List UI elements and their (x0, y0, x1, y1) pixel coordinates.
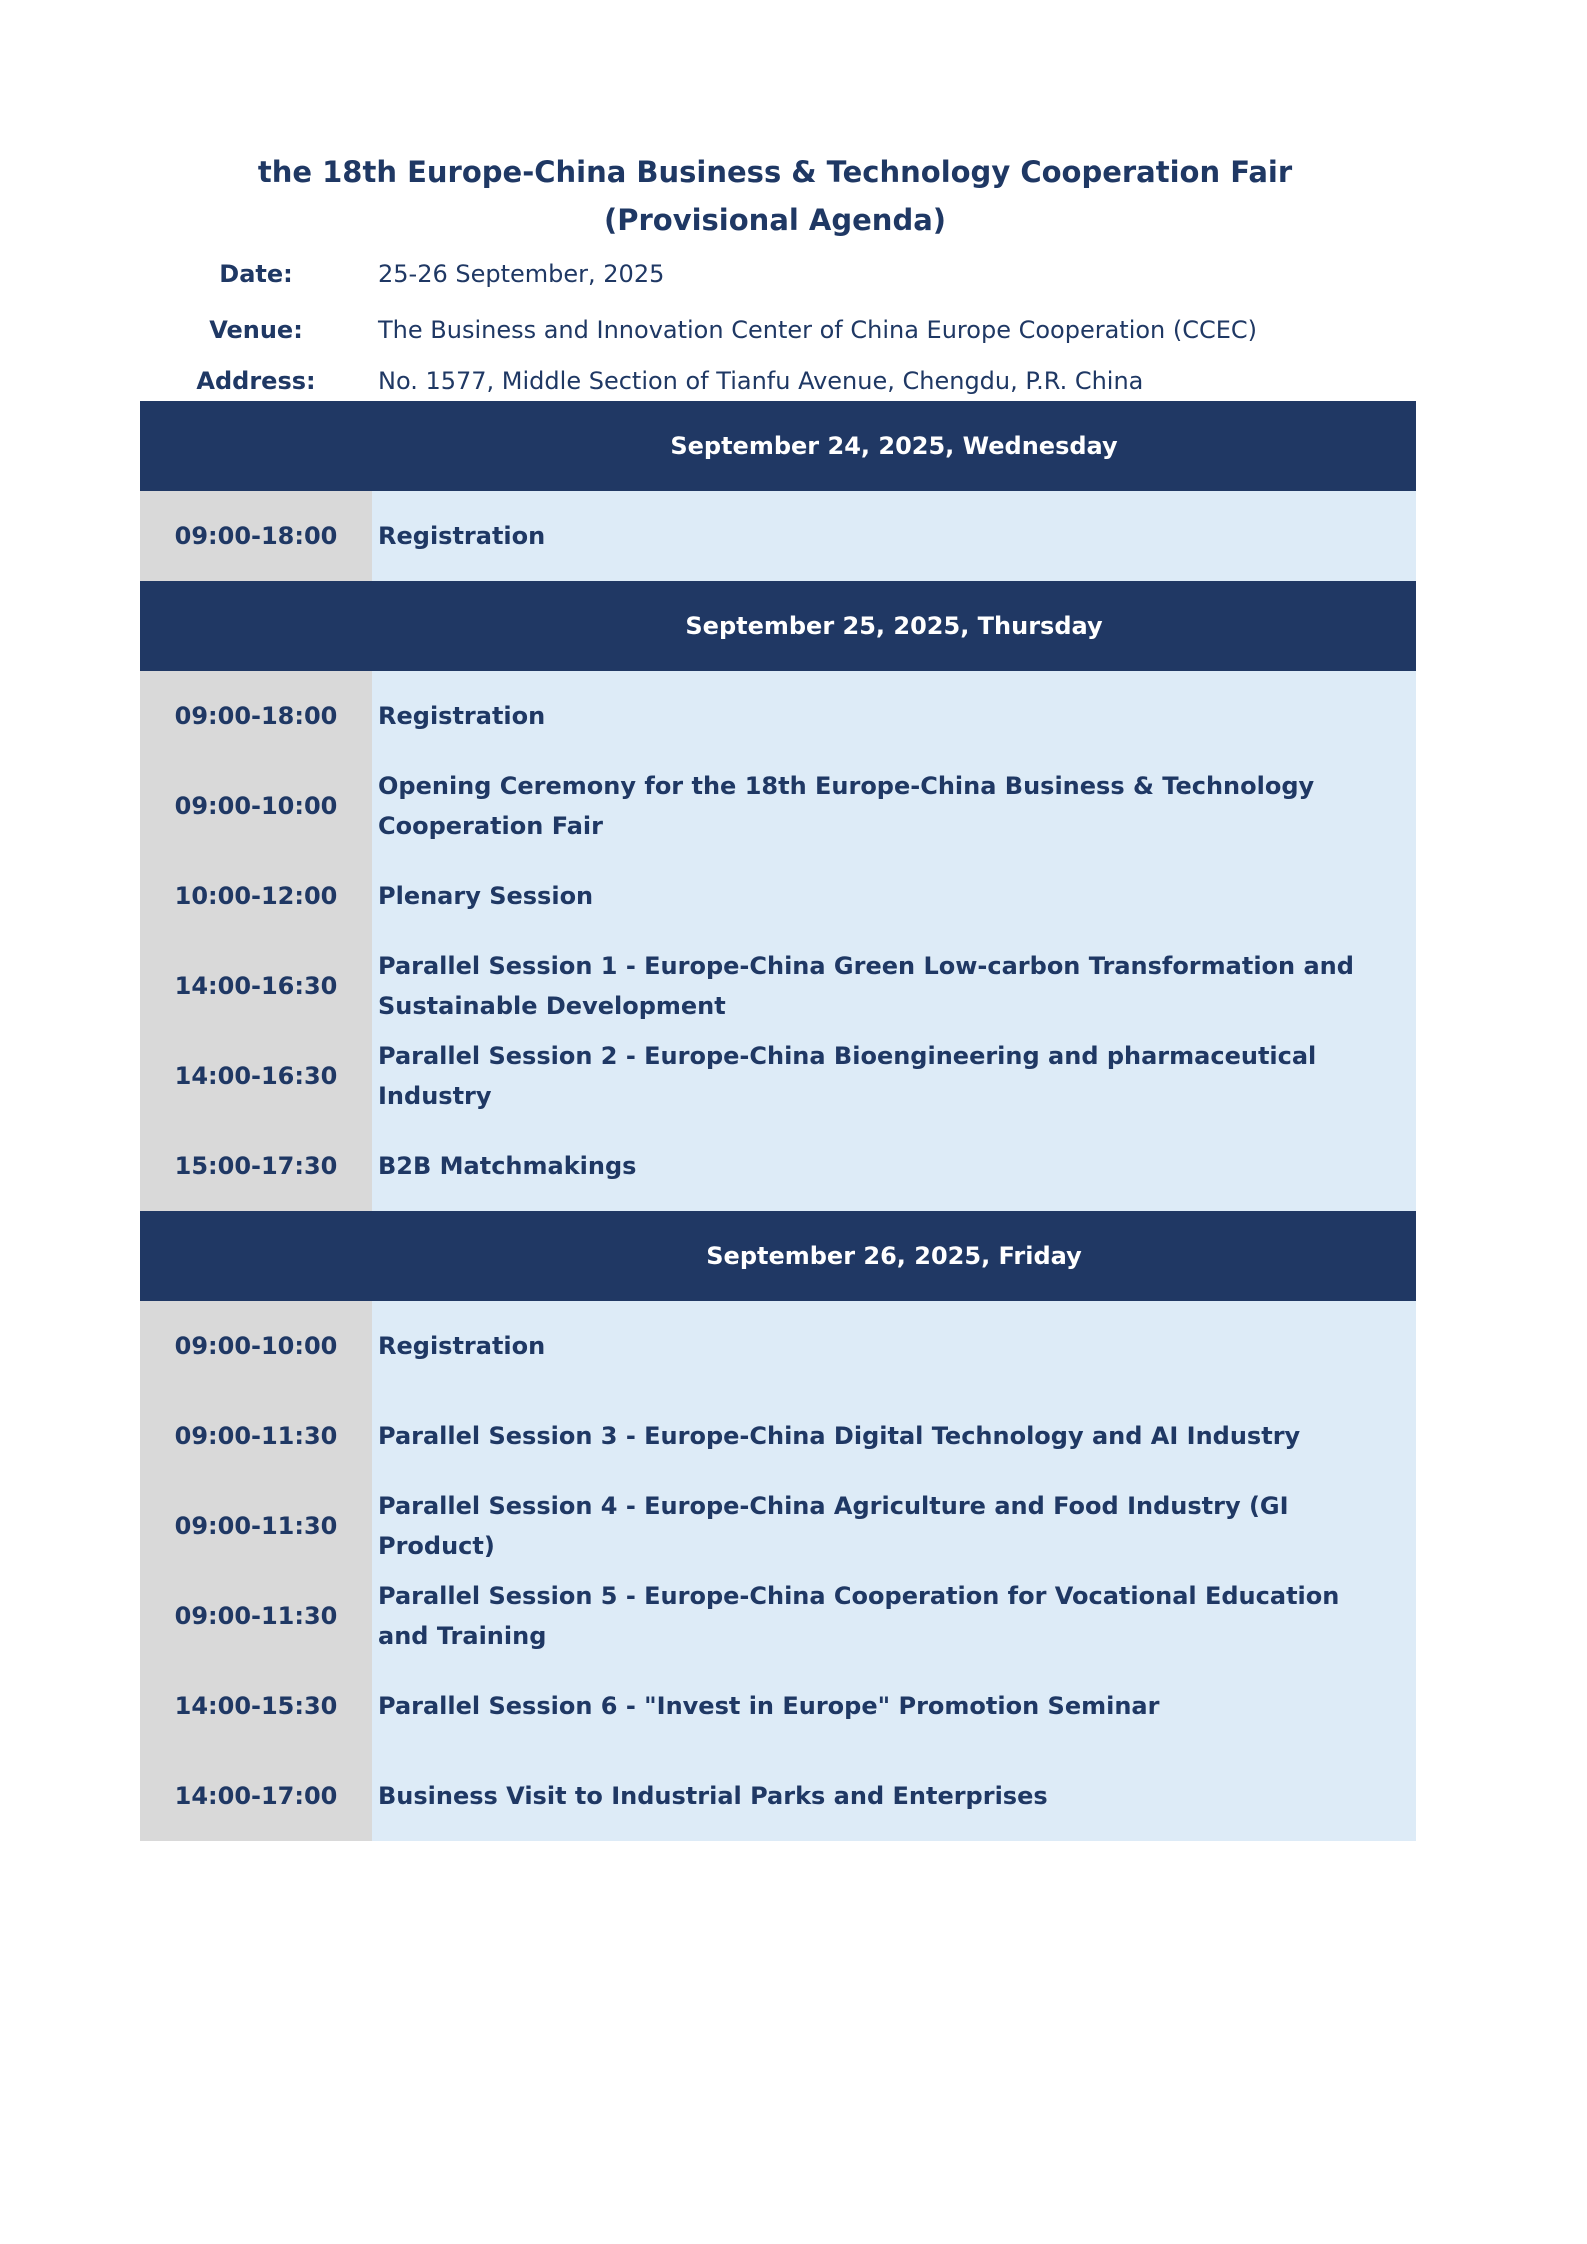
session-title: Registration (372, 1301, 1416, 1391)
session-title: Registration (372, 491, 1416, 581)
day-header (140, 401, 1416, 491)
session-title: Plenary Session (372, 851, 1416, 941)
session-row (140, 1571, 1416, 1661)
session-row (140, 851, 1416, 941)
session-time: 14:00-15:30 (140, 1661, 372, 1751)
session-title: Parallel Session 5 - Europe-China Cooperation for Vocational Education and Training (372, 1571, 1416, 1661)
session-time: 09:00-10:00 (140, 1301, 372, 1391)
session-title: Opening Ceremony for the 18th Europe-China Business & Technology Cooperation Fair (372, 761, 1416, 851)
session-row (140, 1121, 1416, 1211)
session-row (140, 1031, 1416, 1121)
day-header (140, 581, 1416, 671)
address-label: Address: (196, 367, 316, 395)
session-time: 09:00-10:00 (140, 761, 372, 851)
session-time: 09:00-18:00 (140, 671, 372, 761)
session-time: 09:00-11:30 (140, 1481, 372, 1571)
page-subtitle: (Provisional Agenda) (603, 203, 947, 237)
session-title: Parallel Session 4 - Europe-China Agriculture and Food Industry (GI Product) (372, 1481, 1416, 1571)
address-row (140, 359, 1420, 403)
day-label: September 24, 2025, Wednesday (670, 432, 1118, 460)
session-time: 14:00-16:30 (140, 1031, 372, 1121)
session-row (140, 1391, 1416, 1481)
venue-row (140, 308, 1420, 352)
session-title: Parallel Session 1 - Europe-China Green Low-carbon Transformation and Sustainable Development (372, 941, 1416, 1031)
session-title: Business Visit to Industrial Parks and Enterprises (372, 1751, 1416, 1841)
day-label: September 25, 2025, Thursday (685, 612, 1103, 640)
venue-label: Venue: (209, 316, 303, 344)
date-label: Date: (219, 260, 293, 288)
session-title: Registration (372, 671, 1416, 761)
session-time: 09:00-11:30 (140, 1571, 372, 1661)
agenda-table (140, 401, 1416, 1841)
day-label: September 26, 2025, Friday (706, 1242, 1082, 1270)
session-time: 14:00-17:00 (140, 1751, 372, 1841)
session-time: 09:00-18:00 (140, 491, 372, 581)
session-row (140, 941, 1416, 1031)
session-row (140, 671, 1416, 761)
session-row (140, 1481, 1416, 1571)
date-row (140, 252, 1420, 296)
session-time: 14:00-16:30 (140, 941, 372, 1031)
session-title: B2B Matchmakings (372, 1121, 1416, 1211)
day-header (140, 1211, 1416, 1301)
session-time: 15:00-17:30 (140, 1121, 372, 1211)
session-row (140, 1661, 1416, 1751)
session-time: 09:00-11:30 (140, 1391, 372, 1481)
session-time: 10:00-12:00 (140, 851, 372, 941)
session-row (140, 761, 1416, 851)
session-title: Parallel Session 2 - Europe-China Bioengineering and pharmaceutical Industry (372, 1031, 1416, 1121)
venue-value: The Business and Innovation Center of China Europe Cooperation (CCEC) (378, 316, 1258, 344)
address-value: No. 1577, Middle Section of Tianfu Avenue, Chengdu, P.R. China (378, 367, 1144, 395)
session-title: Parallel Session 6 - "Invest in Europe" Promotion Seminar (372, 1661, 1416, 1751)
page-title: the 18th Europe-China Business & Technology Cooperation Fair (257, 155, 1293, 189)
session-row (140, 491, 1416, 581)
session-title: Parallel Session 3 - Europe-China Digital Technology and AI Industry (372, 1391, 1416, 1481)
date-value: 25-26 September, 2025 (378, 260, 665, 288)
session-row (140, 1301, 1416, 1391)
session-row (140, 1751, 1416, 1841)
